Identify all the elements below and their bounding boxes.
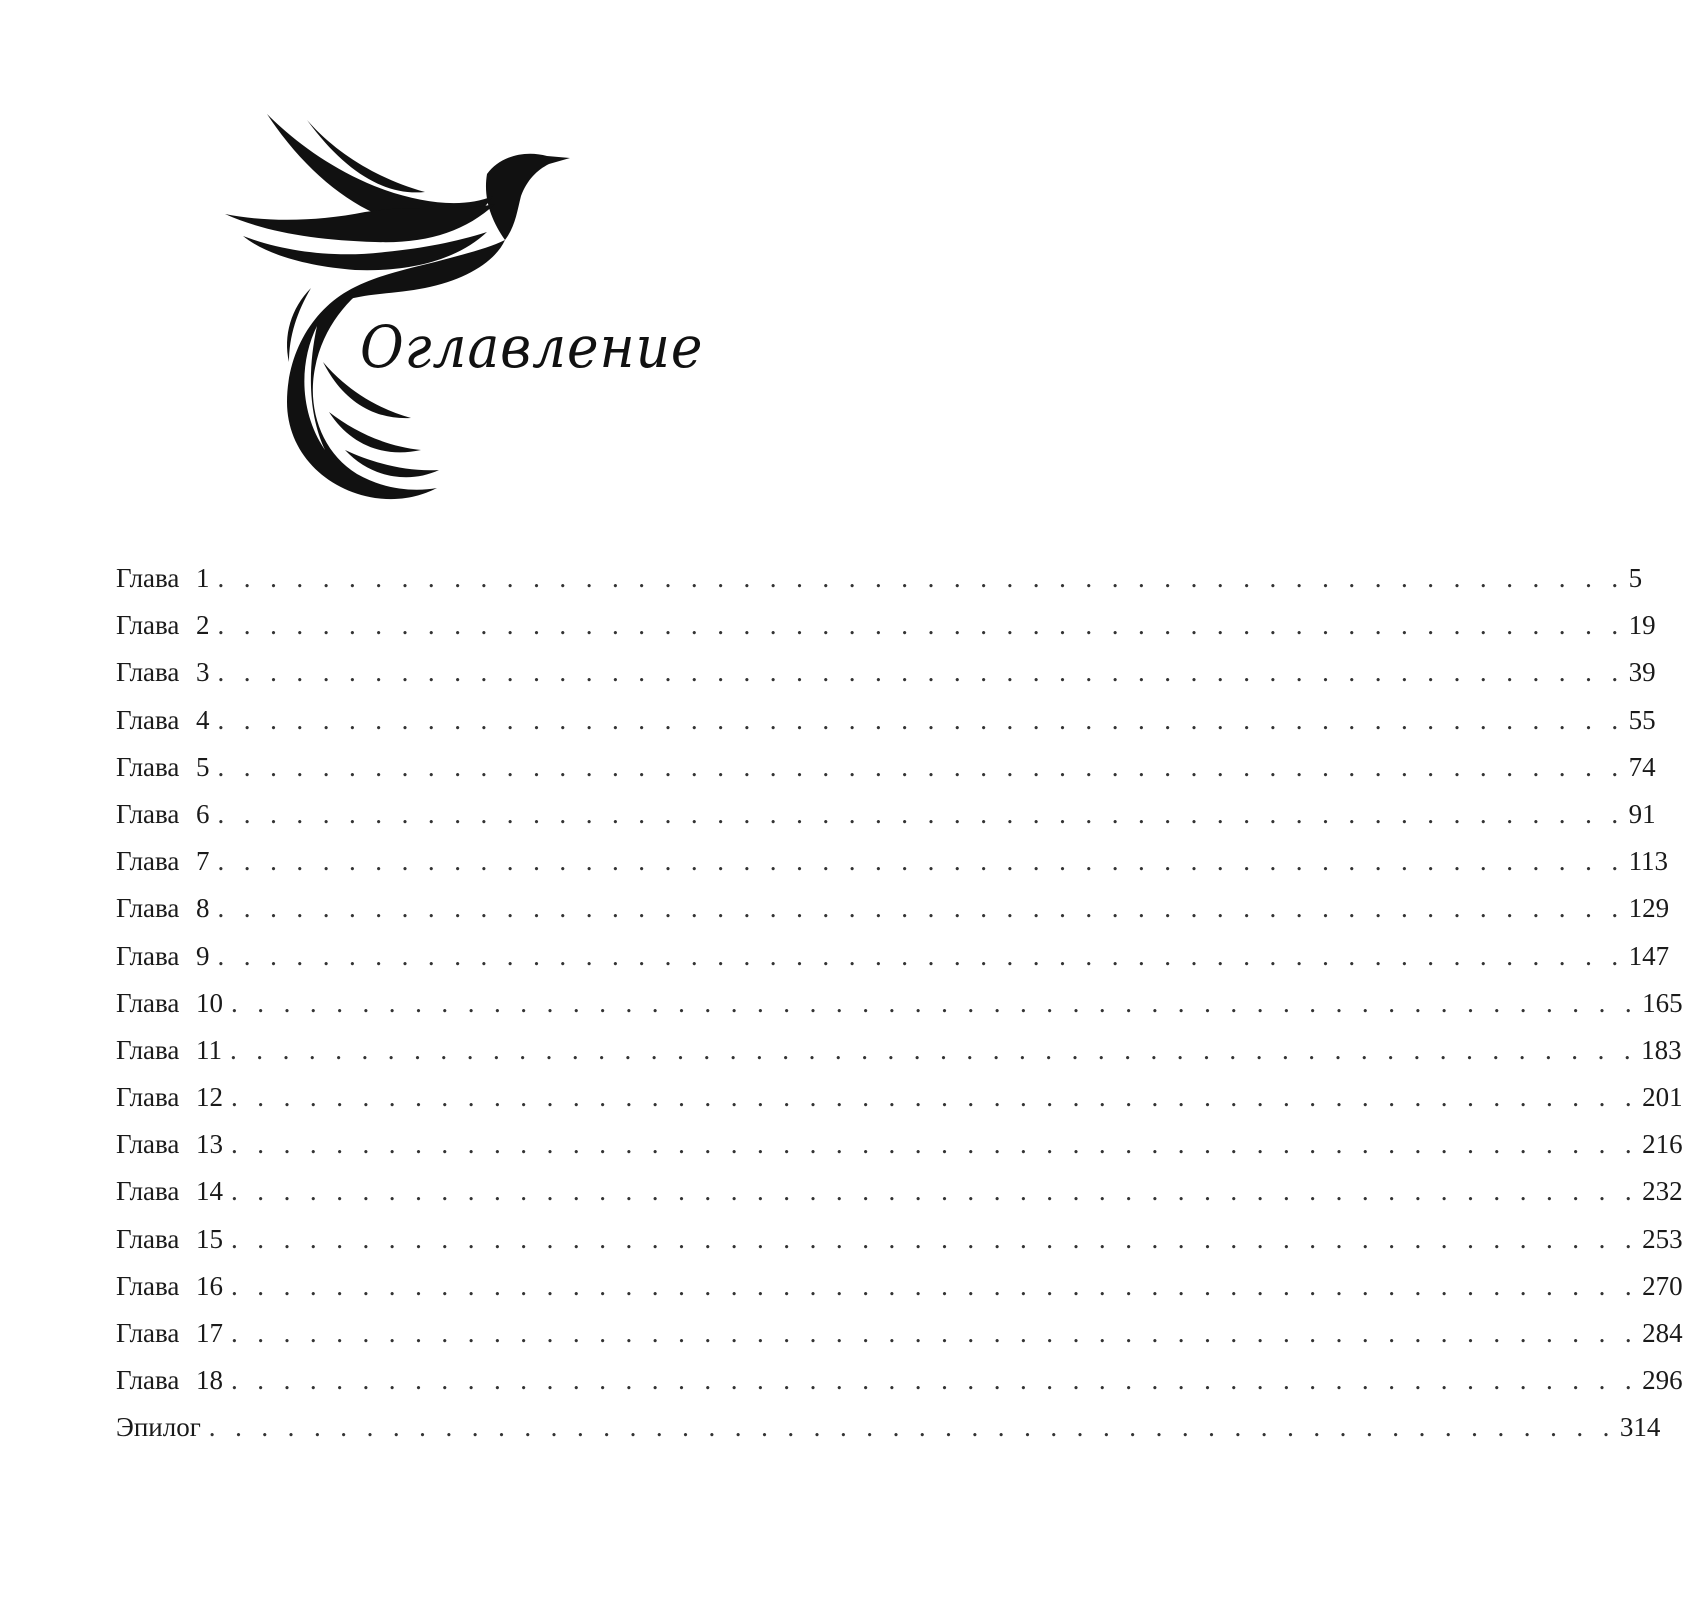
toc-entry-page-number: 216 (1642, 1129, 1683, 1160)
toc-entry-word: Глава (116, 610, 180, 641)
toc-entry-word: Глава (116, 893, 180, 924)
toc-entry-label (116, 895, 210, 922)
toc-entry[interactable] (116, 704, 1656, 754)
toc-entry-page-number: 39 (1628, 657, 1656, 688)
toc-entry-number: 1 (196, 563, 210, 593)
toc-entry-label (116, 940, 210, 971)
phoenix-bird-icon (225, 112, 585, 512)
toc-entry-label (116, 1320, 223, 1347)
toc-entry[interactable] (116, 657, 1656, 706)
toc-entry-word: Эпилог (116, 1412, 201, 1443)
toc-entry-page-number: 74 (1628, 751, 1656, 782)
toc-dot-leader: . . . . . . . . . . . . . . . . . . . . . . . . . . . . . . . . . . . . . . . . . . . . . . . . . . . . . . (217, 798, 1625, 829)
toc-entry[interactable] (116, 1223, 1683, 1273)
toc-dot-leader: . . . . . . . . . . . . . . . . . . . . . . . . . . . . . . . . . . . . . . . . . . . . . . . . . . . . . . (231, 1318, 1639, 1348)
toc-entry[interactable] (116, 1176, 1683, 1225)
toc-entry-label (116, 848, 210, 875)
toc-entry-number: 3 (196, 657, 210, 688)
toc-entry-number: 15 (196, 1223, 223, 1254)
toc-entry-page-number: 91 (1628, 798, 1656, 829)
toc-entry-label (116, 612, 210, 639)
toc-entry-number: 12 (196, 1082, 223, 1113)
toc-entry-label (116, 565, 210, 592)
toc-entry-page-number: 5 (1628, 563, 1643, 593)
toc-entry-page-number: 201 (1642, 1082, 1683, 1113)
toc-entry-label (116, 1034, 222, 1065)
toc-dot-leader: . . . . . . . . . . . . . . . . . . . . . . . . . . . . . . . . . . . . . . . . . . . . . . . . . . . . . . (230, 1034, 1638, 1065)
toc-entry[interactable] (116, 798, 1656, 848)
toc-entry-label (116, 1414, 201, 1441)
toc-entry[interactable] (116, 1365, 1683, 1414)
toc-entry[interactable] (116, 1034, 1682, 1084)
toc-entry-number: 6 (196, 798, 210, 829)
toc-entry[interactable] (116, 1129, 1683, 1178)
toc-entry-page-number: 19 (1628, 610, 1656, 641)
toc-entry-word: Глава (116, 657, 180, 688)
toc-entry-number: 8 (196, 893, 210, 924)
toc-entry-label (116, 798, 210, 829)
toc-entry[interactable] (116, 610, 1656, 659)
toc-entry[interactable] (116, 751, 1656, 801)
toc-entry-number: 4 (196, 704, 210, 735)
toc-entry-number: 16 (196, 1270, 223, 1301)
toc-dot-leader: . . . . . . . . . . . . . . . . . . . . . . . . . . . . . . . . . . . . . . . . . . . . . . . . . . . . . . (231, 1223, 1639, 1254)
toc-dot-leader: . . . . . . . . . . . . . . . . . . . . . . . . . . . . . . . . . . . . . . . . . . . . . . . . . . . . . . (217, 751, 1625, 782)
toc-entry-label (116, 1367, 223, 1394)
toc-dot-leader: . . . . . . . . . . . . . . . . . . . . . . . . . . . . . . . . . . . . . . . . . . . . . . . . . . . . . . (231, 1365, 1639, 1396)
toc-entry-label (116, 1270, 223, 1301)
toc-entry[interactable] (116, 1412, 1661, 1461)
toc-entry-word: Глава (116, 1365, 180, 1396)
toc-entry-number: 5 (196, 751, 210, 782)
toc-entry-label (116, 1223, 223, 1254)
toc-entry-number: 14 (196, 1176, 223, 1207)
toc-entry-word: Глава (116, 1318, 180, 1348)
toc-entry-page-number: 147 (1628, 940, 1670, 971)
toc-entry-number: 10 (196, 987, 223, 1018)
toc-entry-number: 17 (196, 1318, 223, 1348)
toc-entry-page-number: 129 (1628, 893, 1670, 924)
toc-entry-word: Глава (116, 1176, 180, 1207)
toc-entry-label (116, 987, 223, 1018)
toc-entry-number: 2 (196, 610, 210, 641)
toc-entry-word: Глава (116, 1129, 180, 1160)
toc-entry-page-number: 314 (1619, 1412, 1661, 1443)
toc-entry-word: Глава (116, 1082, 180, 1113)
toc-dot-leader: . . . . . . . . . . . . . . . . . . . . . . . . . . . . . . . . . . . . . . . . . . . . . . . . . . . . . . (217, 563, 1625, 593)
toc-entry[interactable] (116, 1318, 1683, 1367)
toc-entry-page-number: 183 (1641, 1034, 1682, 1065)
toc-entry-page-number: 55 (1628, 704, 1656, 735)
toc-entry[interactable] (116, 940, 1670, 990)
toc-dot-leader: . . . . . . . . . . . . . . . . . . . . . . . . . . . . . . . . . . . . . . . . . . . . . . . . . . . . . . (217, 940, 1625, 971)
toc-dot-leader: . . . . . . . . . . . . . . . . . . . . . . . . . . . . . . . . . . . . . . . . . . . . . . . . . . . . . . (231, 1176, 1639, 1207)
toc-entry-word: Глава (116, 1034, 180, 1065)
toc-dot-leader: . . . . . . . . . . . . . . . . . . . . . . . . . . . . . . . . . . . . . . . . . . . . . . . . . . . . . . (208, 1412, 1616, 1443)
toc-entry[interactable] (116, 563, 1643, 612)
toc-entry-word: Глава (116, 1270, 180, 1301)
toc-entry-word: Глава (116, 751, 180, 782)
toc-entry-word: Глава (116, 940, 180, 971)
toc-entry-word: Глава (116, 798, 180, 829)
toc-entry-number: 18 (196, 1365, 223, 1396)
toc-entry-label (116, 751, 210, 782)
toc-entry-page-number: 296 (1642, 1365, 1683, 1396)
toc-entry-word: Глава (116, 704, 180, 735)
toc-entry[interactable] (116, 893, 1670, 942)
toc-entry-label (116, 659, 210, 686)
toc-entry-page-number: 284 (1642, 1318, 1683, 1348)
toc-dot-leader: . . . . . . . . . . . . . . . . . . . . . . . . . . . . . . . . . . . . . . . . . . . . . . . . . . . . . . (217, 846, 1625, 877)
toc-entry-word: Глава (116, 987, 180, 1018)
toc-entry-number: 7 (196, 846, 210, 877)
toc-entry-page-number: 270 (1642, 1270, 1683, 1301)
toc-dot-leader: . . . . . . . . . . . . . . . . . . . . . . . . . . . . . . . . . . . . . . . . . . . . . . . . . . . . . . (217, 704, 1625, 735)
toc-entry-page-number: 113 (1628, 846, 1669, 877)
toc-dot-leader: . . . . . . . . . . . . . . . . . . . . . . . . . . . . . . . . . . . . . . . . . . . . . . . . . . . . . . (217, 610, 1625, 641)
toc-entry-word: Глава (116, 563, 180, 593)
toc-entry-label (116, 704, 210, 735)
toc-dot-leader: . . . . . . . . . . . . . . . . . . . . . . . . . . . . . . . . . . . . . . . . . . . . . . . . . . . . . . (231, 1129, 1639, 1160)
page-title: Оглавление (360, 313, 704, 381)
table-of-contents (116, 563, 1683, 1462)
toc-dot-leader: . . . . . . . . . . . . . . . . . . . . . . . . . . . . . . . . . . . . . . . . . . . . . . . . . . . . . . (217, 893, 1625, 924)
toc-entry-page-number: 253 (1642, 1223, 1683, 1254)
toc-entry-word: Глава (116, 846, 180, 877)
toc-entry[interactable] (116, 987, 1683, 1037)
toc-entry-number: 11 (196, 1034, 222, 1065)
toc-entry-number: 9 (196, 940, 210, 971)
toc-entry[interactable] (116, 846, 1669, 895)
toc-entry[interactable] (116, 1082, 1683, 1131)
toc-entry[interactable] (116, 1270, 1683, 1320)
toc-dot-leader: . . . . . . . . . . . . . . . . . . . . . . . . . . . . . . . . . . . . . . . . . . . . . . . . . . . . . . (217, 657, 1625, 688)
toc-entry-number: 13 (196, 1129, 223, 1160)
toc-entry-label (116, 1084, 223, 1111)
toc-entry-label (116, 1178, 223, 1205)
toc-dot-leader: . . . . . . . . . . . . . . . . . . . . . . . . . . . . . . . . . . . . . . . . . . . . . . . . . . . . . . (231, 1082, 1639, 1113)
toc-entry-word: Глава (116, 1223, 180, 1254)
toc-dot-leader: . . . . . . . . . . . . . . . . . . . . . . . . . . . . . . . . . . . . . . . . . . . . . . . . . . . . . . (231, 1270, 1639, 1301)
toc-entry-label (116, 1131, 223, 1158)
toc-entry-page-number: 232 (1642, 1176, 1683, 1207)
toc-dot-leader: . . . . . . . . . . . . . . . . . . . . . . . . . . . . . . . . . . . . . . . . . . . . . . . . . . . . . . (231, 987, 1639, 1018)
toc-entry-page-number: 165 (1642, 987, 1683, 1018)
